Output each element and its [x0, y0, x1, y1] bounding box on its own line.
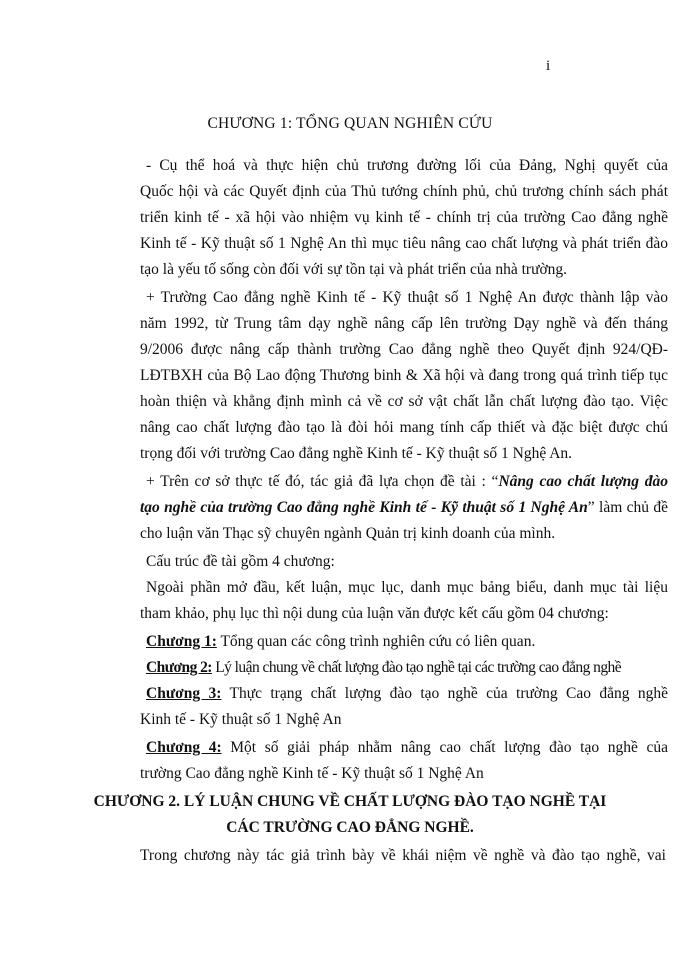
para2-line1: + Trường Cao đẳng nghề Kinh tế - Kỹ thuật số 1 Nghệ An được thành lập vào [146, 289, 668, 306]
para2-line2: năm 1992, từ Trung tâm dạy nghề nâng cấp lên trường Dạy nghề và đến tháng [140, 315, 668, 332]
chapter-item-2 [146, 658, 621, 678]
para3-line1 [146, 472, 668, 492]
para2-line5: hoàn thiện và khẳng định mình cả về cơ sở vật chất lẫn chất lượng đào tạo. Việc [140, 393, 668, 410]
chapter-text: Lý luận chung về chất lượng đào tạo nghề tại các trường cao đẳng nghề [211, 659, 622, 676]
thesis-title-part1: Nâng cao chất lượng đào [498, 473, 668, 490]
chapter2-title-line1: CHƯƠNG 2. LÝ LUẬN CHUNG VỀ CHẤT LƯỢNG ĐÀO TẠO NGHỀ TẠI [93, 793, 607, 810]
chapter-label: Chương 3: [146, 685, 222, 702]
para4-line1: Ngoài phần mở đầu, kết luận, mục lục, danh mục bảng biểu, danh mục tài liệu [146, 579, 668, 596]
para2-line7: trọng đối với trường Cao đẳng nghề Kinh tế - Kỹ thuật số 1 Nghệ An. [140, 445, 573, 462]
para2-line3: 9/2006 được nâng cấp thành trường Cao đẳng nghề theo Quyết định 924/QĐ- [140, 341, 668, 358]
chapter2-title-line2: CÁC TRƯỜNG CAO ĐẲNG NGHỀ. [226, 819, 474, 836]
chapter-text: Tổng quan các công trình nghiên cứu có liên quan. [216, 633, 536, 650]
chapter-label: Chương 2: [146, 659, 212, 676]
chapter-item-3-cont: Kinh tế - Kỹ thuật số 1 Nghệ An [140, 711, 342, 728]
para1-line4: Kinh tế - Kỹ thuật số 1 Nghệ An thì mục tiêu nâng cao chất lượng và phát triển đào [140, 235, 668, 252]
para1-line3: triển kinh tế - xã hội vào nhiệm vụ kinh tế - chính trị của trường Cao đẳng nghề [140, 209, 668, 226]
chapter-text: Thực trạng chất lượng đào tạo nghề của trường Cao đẳng nghề [221, 685, 668, 702]
structure-intro: Cấu trúc đề tài gồm 4 chương: [146, 553, 335, 570]
para1-line5: tạo là yếu tố sống còn đối với sự tồn tại và phát triển của nhà trường. [140, 261, 568, 278]
chapter-label: Chương 4: [146, 739, 222, 756]
thesis-title-part2: tạo nghề của trường Cao đẳng nghề Kinh tế - Kỹ thuật số 1 Nghệ An [140, 499, 588, 516]
para1-line2: Quốc hội và các Quyết định của Thủ tướng chính phủ, chủ trương chính sách phát [140, 183, 668, 200]
chapter-label: Chương 1: [146, 633, 217, 650]
para3-prefix: + Trên cơ sở thực tế đó, tác giả đã lựa chọn đề tài : “ [146, 473, 499, 490]
para1-line1: - Cụ thể hoá và thực hiện chủ trương đường lối của Đảng, Nghị quyết của [146, 157, 668, 174]
para3-suffix: ” làm chủ đề [587, 499, 669, 516]
chapter1-title: CHƯƠNG 1: TỔNG QUAN NGHIÊN CỨU [207, 115, 493, 132]
para2-line6: nâng cao chất lượng đào tạo là đòi hỏi mang tính cấp thiết và đặc biệt được chú [140, 419, 668, 436]
chapter-item-3 [146, 684, 668, 704]
para4-line2: tham khảo, phụ lục thì nội dung của luận văn được kết cấu gồm 04 chương: [140, 605, 609, 622]
chapter2-intro: Trong chương này tác giả trình bày về khái niệm về nghề và đào tạo nghề, vai [140, 847, 666, 864]
page-number: i [546, 58, 551, 74]
para3-line3: cho luận văn Thạc sỹ chuyên ngành Quản trị kinh doanh của mình. [140, 525, 556, 542]
chapter-item-4 [146, 738, 668, 758]
chapter-item-1 [146, 632, 535, 652]
chapter-text: Một số giải pháp nhằm nâng cao chất lượng đào tạo nghề của [221, 739, 668, 756]
para2-line4: LĐTBXH của Bộ Lao động Thương binh & Xã hội và đang trong quá trình tiếp tục [140, 367, 668, 384]
chapter-item-4-cont: trường Cao đẳng nghề Kinh tế - Kỹ thuật số 1 Nghệ An [140, 765, 484, 782]
para3-line2 [140, 498, 668, 518]
